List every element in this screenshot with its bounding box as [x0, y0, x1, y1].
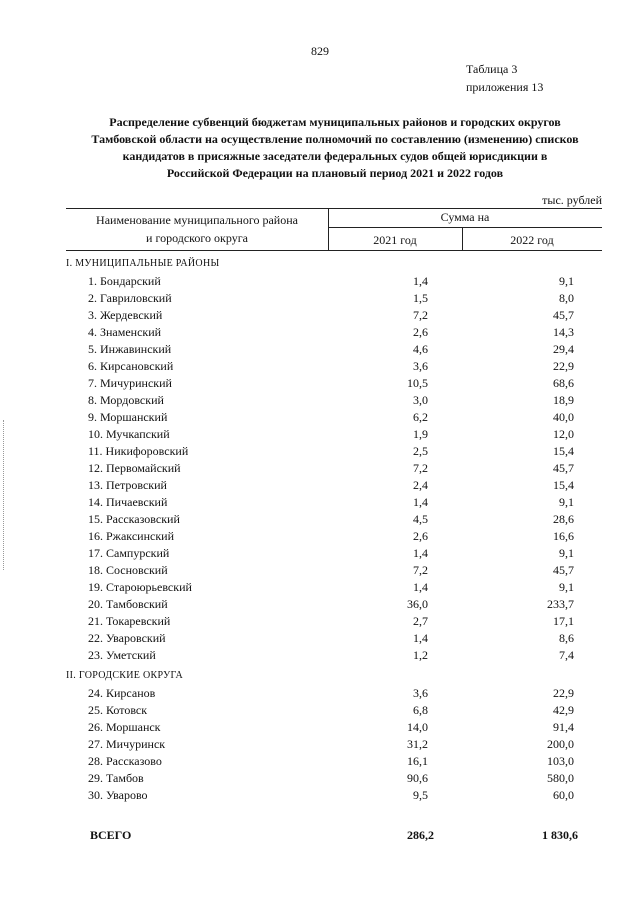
row-name: 20. Тамбовский	[88, 597, 168, 611]
table-row	[66, 359, 602, 376]
value-2022: 45,7	[553, 563, 574, 577]
value-2021: 3,6	[413, 359, 428, 373]
table-row	[66, 563, 602, 580]
value-2021: 6,2	[413, 410, 428, 424]
value-2022: 9,1	[559, 495, 574, 509]
value-2022: 45,7	[553, 461, 574, 475]
row-name: 3. Жердевский	[88, 308, 163, 322]
table-row	[66, 478, 602, 495]
value-2021: 1,4	[413, 546, 428, 560]
value-2021: 1,4	[413, 631, 428, 645]
table-row	[66, 771, 602, 788]
value-2021: 2,6	[413, 325, 428, 339]
table-row	[66, 410, 602, 427]
value-2021: 7,2	[413, 308, 428, 322]
value-2021: 9,5	[413, 788, 428, 802]
value-2021: 3,0	[413, 393, 428, 407]
table-row	[66, 376, 602, 393]
table-row	[66, 512, 602, 529]
header-name-line1: Наименование муниципального района	[96, 213, 298, 227]
value-2022: 233,7	[547, 597, 574, 611]
value-2021: 1,2	[413, 648, 428, 662]
table-row	[66, 546, 602, 563]
value-2021: 2,6	[413, 529, 428, 543]
value-2021: 1,4	[413, 274, 428, 288]
row-name: 2. Гавриловский	[88, 291, 172, 305]
table-row	[66, 788, 602, 805]
row-name: 18. Сосновский	[88, 563, 168, 577]
row-name: 25. Котовск	[88, 703, 148, 717]
appendix-reference: приложения 13	[466, 80, 544, 94]
value-2022: 29,4	[553, 342, 574, 356]
value-2021: 4,5	[413, 512, 428, 526]
value-2021: 4,6	[413, 342, 428, 356]
value-2022: 60,0	[553, 788, 574, 802]
table-row	[66, 529, 602, 546]
table-row	[66, 461, 602, 478]
document-title	[60, 114, 610, 182]
row-name: 14. Пичаевский	[88, 495, 168, 509]
value-2021: 7,2	[413, 563, 428, 577]
table-reference: Таблица 3	[466, 62, 518, 76]
row-name: 5. Инжавинский	[88, 342, 172, 356]
value-2021: 36,0	[407, 597, 428, 611]
section-label-city-districts: II. ГОРОДСКИЕ ОКРУГА	[66, 670, 184, 681]
value-2021: 2,7	[413, 614, 428, 628]
row-name: 17. Сампурский	[88, 546, 170, 560]
row-name: 7. Мичуринский	[88, 376, 172, 390]
value-2021: 6,8	[413, 703, 428, 717]
value-2021: 1,4	[413, 495, 428, 509]
table-row	[66, 720, 602, 737]
value-2021: 1,9	[413, 427, 428, 441]
total-label: ВСЕГО	[90, 828, 132, 842]
value-2022: 7,4	[559, 648, 574, 662]
row-name: 27. Мичуринск	[88, 737, 166, 751]
total-2022: 1 830,6	[542, 828, 578, 842]
row-name: 11. Никифоровский	[88, 444, 189, 458]
value-2022: 580,0	[547, 771, 574, 785]
value-2021: 2,5	[413, 444, 428, 458]
row-name: 30. Уварово	[88, 788, 148, 802]
row-name: 29. Тамбов	[88, 771, 144, 785]
value-2022: 12,0	[553, 427, 574, 441]
table-row	[66, 495, 602, 512]
value-2021: 14,0	[407, 720, 428, 734]
row-name: 26. Моршанск	[88, 720, 161, 734]
row-name: 19. Староюрьевский	[88, 580, 192, 594]
row-name: 15. Рассказовский	[88, 512, 180, 526]
table-row	[66, 737, 602, 754]
row-name: 10. Мучкапский	[88, 427, 170, 441]
title-line: Российской Федерации на плановый период 2021 и 2022 годов	[166, 166, 504, 180]
row-name: 24. Кирсанов	[88, 686, 156, 700]
table-row	[66, 597, 602, 614]
table-row	[66, 754, 602, 771]
row-name: 1. Бондарский	[88, 274, 161, 288]
value-2021: 3,6	[413, 686, 428, 700]
row-name: 28. Рассказово	[88, 754, 162, 768]
margin-mark	[3, 420, 5, 570]
value-2022: 18,9	[553, 393, 574, 407]
value-2022: 8,0	[559, 291, 574, 305]
table-row	[66, 342, 602, 359]
value-2021: 1,5	[413, 291, 428, 305]
value-2021: 1,4	[413, 580, 428, 594]
table-row	[66, 274, 602, 291]
value-2022: 17,1	[553, 614, 574, 628]
row-name: 8. Мордовский	[88, 393, 164, 407]
value-2022: 9,1	[559, 580, 574, 594]
header-sum-divider	[328, 227, 602, 228]
title-line: Распределение субвенций бюджетам муниципальных районов и городских округов	[109, 115, 561, 129]
value-2022: 14,3	[553, 325, 574, 339]
table-row	[66, 444, 602, 461]
table-row	[66, 393, 602, 410]
value-2021: 90,6	[407, 771, 428, 785]
value-2022: 68,6	[553, 376, 574, 390]
value-2022: 22,9	[553, 686, 574, 700]
value-2021: 16,1	[407, 754, 428, 768]
title-line: Тамбовской области на осуществление полномочий по составлению (изменению) списков	[91, 132, 579, 146]
value-2022: 9,1	[559, 546, 574, 560]
value-2022: 42,9	[553, 703, 574, 717]
value-2022: 200,0	[547, 737, 574, 751]
row-name: 6. Кирсановский	[88, 359, 174, 373]
table-top-border	[66, 208, 602, 209]
value-2022: 91,4	[553, 720, 574, 734]
table-row	[66, 648, 602, 665]
value-2022: 15,4	[553, 478, 574, 492]
row-name: 22. Уваровский	[88, 631, 166, 645]
table-row	[66, 291, 602, 308]
table-row	[66, 614, 602, 631]
units-label: тыс. рублей	[542, 193, 602, 207]
value-2021: 10,5	[407, 376, 428, 390]
value-2022: 15,4	[553, 444, 574, 458]
table-row	[66, 427, 602, 444]
row-name: 4. Знаменский	[88, 325, 162, 339]
table-row	[66, 686, 602, 703]
row-name: 16. Ржаксинский	[88, 529, 174, 543]
value-2022: 103,0	[547, 754, 574, 768]
value-2021: 2,4	[413, 478, 428, 492]
header-bottom-border	[66, 250, 602, 251]
table-row	[66, 703, 602, 720]
value-2021: 7,2	[413, 461, 428, 475]
header-sum: Сумма на	[440, 210, 490, 224]
table-row	[66, 631, 602, 648]
value-2022: 40,0	[553, 410, 574, 424]
value-2022: 28,6	[553, 512, 574, 526]
row-name: 9. Моршанский	[88, 410, 168, 424]
header-year-2021: 2021 год	[373, 233, 417, 247]
value-2022: 45,7	[553, 308, 574, 322]
page-number: 829	[311, 44, 329, 58]
row-name: 12. Первомайский	[88, 461, 181, 475]
title-line: кандидатов в присяжные заседатели федеральных судов общей юрисдикции в	[122, 149, 548, 163]
header-year-2022: 2022 год	[510, 233, 554, 247]
value-2021: 31,2	[407, 737, 428, 751]
row-name: 21. Токаревский	[88, 614, 171, 628]
section-label-districts: I. МУНИЦИПАЛЬНЫЕ РАЙОНЫ	[66, 258, 220, 269]
table-row	[66, 580, 602, 597]
value-2022: 9,1	[559, 274, 574, 288]
total-2021: 286,2	[407, 828, 434, 842]
table-row	[66, 325, 602, 342]
value-2022: 8,6	[559, 631, 574, 645]
header-name-line2: и городского округа	[146, 231, 248, 245]
value-2022: 16,6	[553, 529, 574, 543]
row-name: 13. Петровский	[88, 478, 167, 492]
value-2022: 22,9	[553, 359, 574, 373]
row-name: 23. Уметский	[88, 648, 156, 662]
table-row	[66, 308, 602, 325]
